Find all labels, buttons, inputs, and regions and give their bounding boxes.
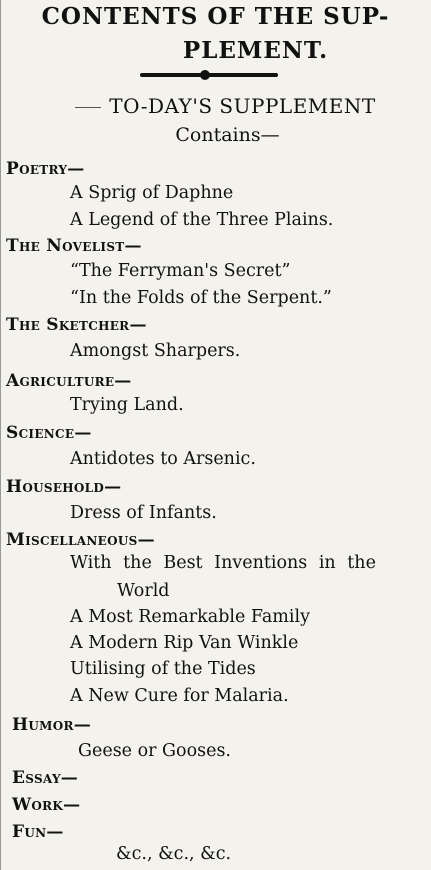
list-item: Geese or Gooses.: [78, 741, 231, 761]
section-sketcher: The Sketcher—: [6, 315, 147, 335]
list-item: A New Cure for Malaria.: [70, 686, 289, 706]
list-item: World: [117, 581, 170, 601]
section-miscellaneous: Miscellaneous—: [6, 530, 155, 550]
list-item: A Most Remarkable Family: [70, 607, 310, 627]
list-item: &c., &c., &c.: [116, 844, 232, 864]
section-poetry: Poetry—: [6, 159, 85, 179]
list-item: Dress of Infants.: [70, 503, 217, 523]
list-item: Antidotes to Arsenic.: [70, 449, 256, 469]
section-humor: Humor—: [12, 715, 92, 735]
heading-line-1: CONTENTS OF THE SUP-: [41, 3, 390, 30]
list-item: “The Ferryman's Secret”: [70, 261, 291, 281]
heading-line-2: PLEMENT.: [182, 37, 329, 64]
list-item: Trying Land.: [70, 395, 184, 415]
list-item: “In the Folds of the Serpent.”: [70, 288, 332, 308]
ornamental-rule: [140, 73, 278, 77]
supplement-title-row: [10, 94, 431, 118]
title-dash: [75, 107, 101, 108]
column-edge: [0, 0, 1, 870]
section-science: Science—: [6, 423, 92, 443]
list-item: Amongst Sharpers.: [70, 341, 241, 361]
section-work: Work—: [12, 795, 81, 815]
list-item: Utilising of the Tides: [70, 659, 256, 679]
list-item: A Sprig of Daphne: [70, 183, 234, 203]
section-fun: Fun—: [12, 822, 64, 842]
section-agriculture: Agriculture—: [6, 371, 132, 391]
section-novelist: The Novelist—: [6, 236, 142, 256]
supplement-subtitle: Contains—: [175, 124, 280, 146]
supplement-title: TO-DAY'S SUPPLEMENT: [109, 94, 376, 118]
list-item: A Legend of the Three Plains.: [70, 210, 334, 230]
list-item: With the Best Inventions in the: [70, 553, 376, 573]
rule-dot: [200, 70, 210, 80]
section-essay: Essay—: [12, 768, 79, 788]
list-item: A Modern Rip Van Winkle: [70, 633, 299, 653]
section-household: Household—: [6, 477, 122, 497]
